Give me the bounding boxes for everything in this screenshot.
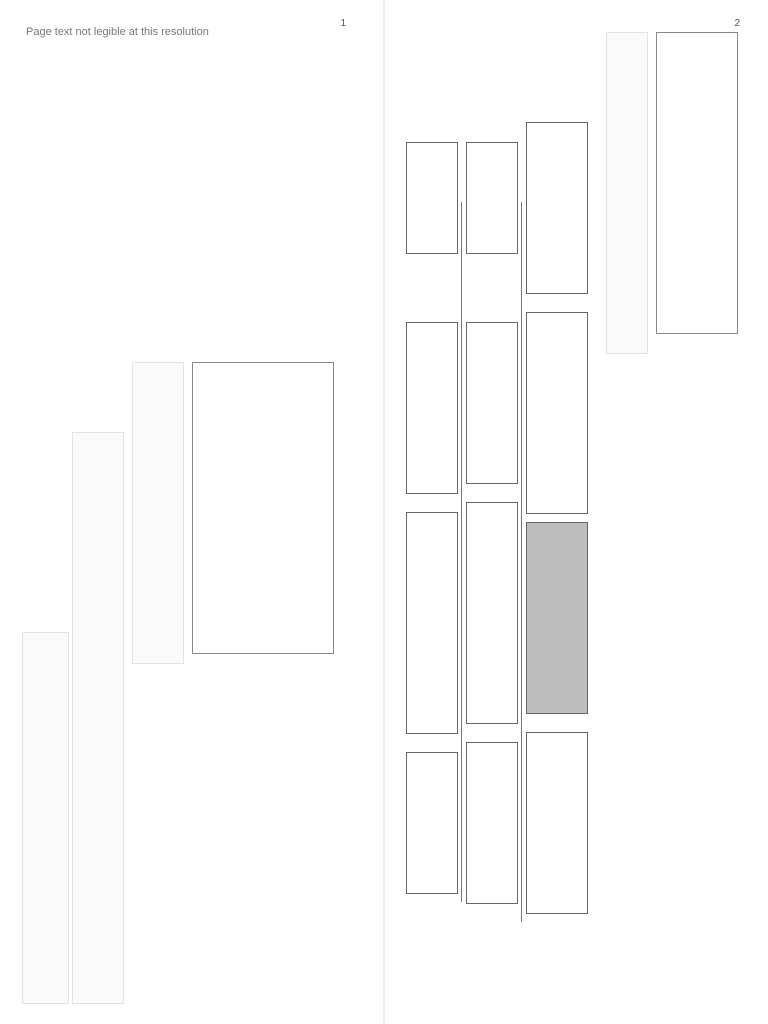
diagram-node (406, 142, 458, 254)
diagram-node (526, 312, 588, 514)
diagram-node (406, 322, 458, 494)
semiotic-diagram (406, 122, 596, 1002)
page-1 (12, 12, 352, 1012)
diagram-node (526, 522, 588, 714)
comparison-table (656, 32, 738, 334)
connector-line (461, 202, 462, 902)
diagram-node (466, 322, 518, 484)
diagram-node (466, 742, 518, 904)
page-2 (406, 12, 746, 1012)
diagram-node (406, 752, 458, 894)
page-gutter (383, 0, 385, 1024)
intro-paragraph (606, 32, 648, 354)
diagram-node (526, 732, 588, 914)
diagram-node (466, 502, 518, 724)
diagram-node (466, 142, 518, 254)
theory-section (22, 632, 69, 1004)
title-block (132, 362, 184, 664)
diagram-node (526, 122, 588, 294)
page-number: 1 (340, 18, 346, 29)
connector-line (521, 202, 522, 922)
page-number: 2 (734, 18, 740, 29)
illegible-notice: Page text not legible at this resolution (26, 26, 209, 38)
resume-section (72, 432, 124, 1004)
diagram-node (406, 512, 458, 734)
citation-box (192, 362, 334, 654)
